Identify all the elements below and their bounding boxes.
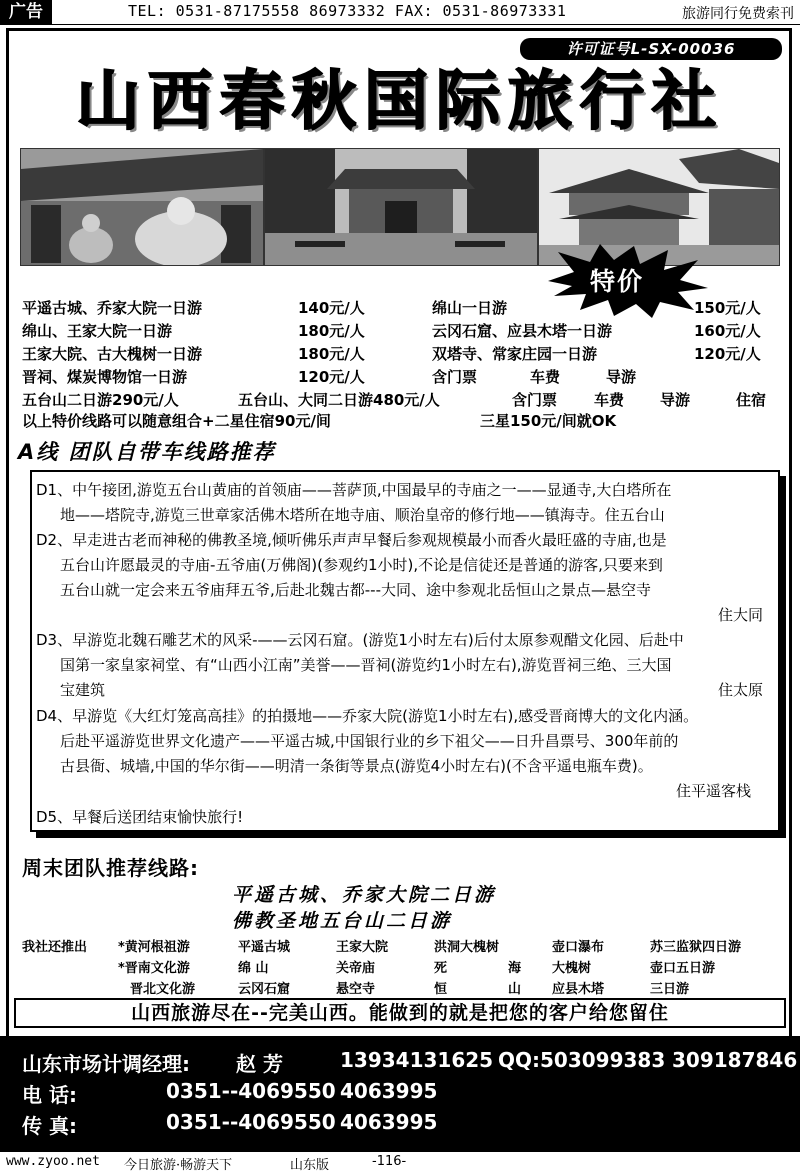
- weekend-route: 平遥古城、乔家大院二日游: [232, 884, 497, 906]
- page-number: -116-: [372, 1154, 407, 1169]
- more-route-cell: 云冈石窟: [238, 982, 291, 997]
- itinerary-line: 后赴平遥游览世界文化遗产——平遥古城,中国银行业的乡下祖父——日升昌票号、300年前的: [60, 732, 679, 750]
- more-route-cell: 海: [508, 961, 522, 976]
- footer-site: www.zyoo.net: [6, 1154, 100, 1169]
- price-item-name: 平遥古城、乔家大院一日游: [22, 299, 203, 317]
- tel-number-2: 4063995: [340, 1079, 438, 1103]
- price-inclusion: 导游: [660, 391, 691, 409]
- price-item-price: 140元/人: [298, 299, 365, 317]
- more-route-cell: 洪洞大槐树: [434, 940, 500, 955]
- photo-courtyard: [264, 148, 538, 266]
- price-item-price: 180元/人: [298, 345, 365, 363]
- price-package: 五台山二日游290元/人: [22, 391, 179, 409]
- more-route-cell: 关帝庙: [336, 961, 376, 976]
- itinerary-line: 地——塔院寺,游览三世章家活佛木塔所在地寺庙、顺治皇帝的修行地——镇海寺。住五台山: [60, 506, 665, 524]
- price-inclusion: 车费: [594, 391, 625, 409]
- header-phone-fax: TEL: 0531-87175558 86973332 FAX: 0531-86973331: [128, 2, 567, 20]
- more-route-cell: 壶口瀑布: [552, 940, 605, 955]
- price-note: 以上特价线路可以随意组合+二星住宿90元/间: [22, 412, 331, 430]
- price-item-name: 云冈石窟、应县木塔一日游: [432, 322, 613, 340]
- itinerary-line: D5、早餐后送团结束愉快旅行!: [36, 808, 244, 826]
- tel-number: 0351--4069550: [166, 1079, 336, 1103]
- more-route-cell: 平遥古城: [238, 940, 291, 955]
- itinerary-line: 古县衙、城墙,中国的华尔街——明清一条街等景点(游览4小时左右)(不含平遥电瓶车费)。: [60, 757, 653, 775]
- special-price-label: 特价: [590, 267, 645, 296]
- itinerary-line: D4、早游览《大红灯笼高高挂》的拍摄地——乔家大院(游览1小时左右),感受晋商博大的文化内涵。: [36, 707, 699, 725]
- itinerary-line: 五台山就一定会来五爷庙拜五爷,后赴北魏古都---大同、途中参观北岳恒山之景点—悬空寺: [60, 581, 652, 599]
- more-route-cell: 悬空寺: [336, 982, 376, 997]
- itinerary-stay: 住平遥客栈: [676, 782, 752, 800]
- more-route-cell: 应县木塔: [552, 982, 605, 997]
- fax-number: 0351--4069550: [166, 1110, 336, 1134]
- manager-name: 赵 芳: [236, 1052, 283, 1076]
- more-route-cell: 晋北文化游: [130, 982, 196, 997]
- more-route-cell: *晋南文化游: [118, 961, 190, 976]
- price-note: 三星150元/间就OK: [480, 412, 617, 430]
- price-item-price: 120元/人: [694, 345, 761, 363]
- price-inclusion: 含门票: [512, 391, 558, 409]
- price-item-name: 双塔寺、常家庄园一日游: [432, 345, 598, 363]
- price-inclusion: 导游: [606, 368, 637, 386]
- weekend-title: 周末团队推荐线路:: [22, 856, 199, 880]
- more-route-cell: 苏三监狱四日游: [650, 940, 742, 955]
- more-route-cell: 山: [508, 982, 522, 997]
- footer-edition: 山东版: [290, 1158, 330, 1173]
- mobile-number: 13934131625: [340, 1048, 494, 1072]
- photo-temple-buddha: [20, 148, 264, 266]
- section-a-title: A线 团队自带车线路推荐: [18, 440, 276, 464]
- itinerary-line: D2、早走进古老而神秘的佛教圣境,倾听佛乐声声早餐后参观规模最小而香火最旺盛的寺庙,也是: [36, 531, 667, 549]
- fax-label: 传 真:: [22, 1114, 77, 1138]
- free-index-note: 旅游同行免费索刊: [682, 6, 794, 22]
- page-footer: [0, 1152, 800, 1172]
- more-route-cell: 王家大院: [336, 940, 389, 955]
- itinerary-line: 国第一家皇家祠堂、有“山西小江南”美誉——晋祠(游览约1小时左右),游览晋祠三绝、三大国: [60, 656, 672, 674]
- price-item-name: 绵山一日游: [432, 299, 508, 317]
- fax-number-2: 4063995: [340, 1110, 438, 1134]
- itinerary-line: D3、早游览北魏石雕艺术的风采-——云冈石窟。(游览1小时左右)后付太原参观醋文化园、后赴中: [36, 631, 684, 649]
- price-item-name: 晋祠、煤炭博物馆一日游: [22, 368, 188, 386]
- itinerary-line: 五台山许愿最灵的寺庙-五爷庙(万佛阁)(参观约1小时),不论是信徒还是普通的游客,只要来到: [60, 556, 663, 574]
- footer-brand: 今日旅游·畅游天下: [124, 1158, 233, 1173]
- tel-label: 电 话:: [22, 1083, 77, 1107]
- price-inclusion: 住宿: [736, 391, 767, 409]
- more-route-cell: 大槐树: [552, 961, 592, 976]
- price-inclusion: 含门票: [432, 368, 478, 386]
- price-item-name: 王家大院、古大槐树一日游: [22, 345, 203, 363]
- agency-title: 山西春秋国际旅行社: [76, 65, 724, 139]
- more-route-cell: 三日游: [650, 982, 690, 997]
- more-route-cell: 死: [434, 961, 448, 976]
- qq-number: QQ:503099383: [498, 1048, 666, 1072]
- license-number: 许可证号L-SX-00036: [520, 38, 782, 60]
- weekend-route: 佛教圣地五台山二日游: [232, 910, 453, 932]
- more-route-cell: 壶口五日游: [650, 961, 716, 976]
- manager-label: 山东市场计调经理:: [22, 1052, 190, 1076]
- more-route-cell: *黄河根祖游: [118, 940, 190, 955]
- itinerary-line: D1、中午接团,游览五台山黄庙的首领庙——菩萨顶,中国最早的寺庙之一——显通寺,大白塔所在: [36, 481, 672, 499]
- price-item-price: 120元/人: [298, 368, 365, 386]
- price-item-price: 150元/人: [694, 299, 761, 317]
- itinerary-stay: 住大同: [718, 606, 764, 624]
- itinerary-stay: 住太原: [718, 681, 764, 699]
- price-inclusion: 车费: [530, 368, 561, 386]
- more-route-cell: 绵 山: [238, 961, 269, 976]
- price-item-price: 160元/人: [694, 322, 761, 340]
- price-item-name: 绵山、王家大院一日游: [22, 322, 173, 340]
- price-item-price: 180元/人: [298, 322, 365, 340]
- slogan-banner: 山西旅游尽在--完美山西。能做到的就是把您的客户给您留住: [14, 998, 786, 1028]
- price-package: 五台山、大同二日游480元/人: [238, 391, 440, 409]
- more-route-cell: 恒: [434, 982, 448, 997]
- ad-label: 广告: [0, 0, 52, 24]
- itinerary-line: 宝建筑: [60, 681, 106, 699]
- qq-number-2: 309187846: [672, 1048, 798, 1072]
- more-routes-lead: 我社还推出: [22, 940, 88, 955]
